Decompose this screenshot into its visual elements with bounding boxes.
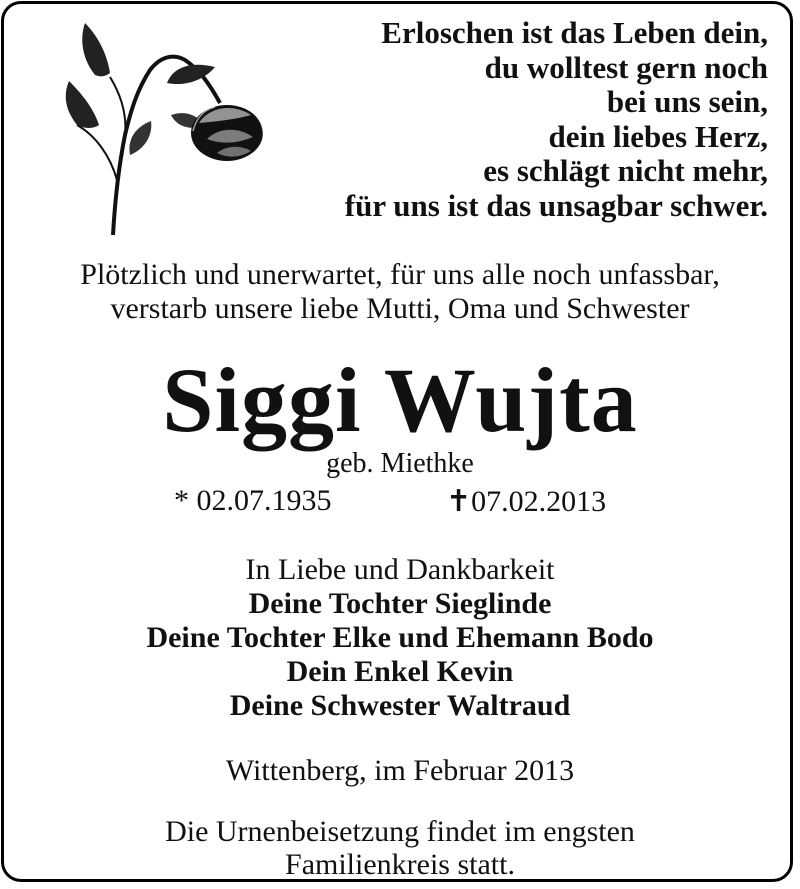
poem [345,16,768,223]
intro-text [0,258,800,326]
poem-line: für uns ist das unsagbar schwer. [344,187,768,223]
poem-line: es schlägt nicht mehr, [483,153,768,188]
star-icon: * [174,484,189,517]
mourner-name: Dein Enkel Kevin [286,655,514,688]
burial-note-line: Die Urnenbeisetzung findet im engsten [165,815,635,848]
poem-line: Erloschen ist das Leben dein, [381,15,768,50]
maiden-name: geb. Miethke [326,448,474,479]
poem-line: bei uns sein, [606,84,768,119]
mourner-name: Deine Schwester Waltraud [229,689,571,722]
life-dates [0,484,800,524]
poem-line: du wolltest gern noch [484,49,768,85]
rose-icon [55,15,285,240]
cross-icon: ✝ [446,485,472,518]
poem-line: dein liebes Herz, [548,118,768,154]
mourner-name: Deine Tochter Elke und Ehemann Bodo [146,621,654,654]
intro-line: Plötzlich und unerwartet, für uns alle noch unfassbar, [80,258,720,291]
mourners [0,553,800,723]
burial-note [0,815,800,881]
death-date-value: 07.02.2013 [471,485,607,518]
birth-date-value: 02.07.1935 [196,484,332,517]
place-date: Wittenberg, im Februar 2013 [225,754,575,787]
birth-date [174,484,332,518]
mourner-name: Deine Tochter Sieglinde [248,587,552,620]
mourners-intro: In Liebe und Dankbarkeit [245,553,555,586]
intro-line: verstarb unsere liebe Mutti, Oma und Schwester [110,292,690,325]
death-date [446,484,606,519]
burial-note-line: Familienkreis statt. [285,848,515,881]
deceased-name: Siggi Wujta [162,349,638,451]
